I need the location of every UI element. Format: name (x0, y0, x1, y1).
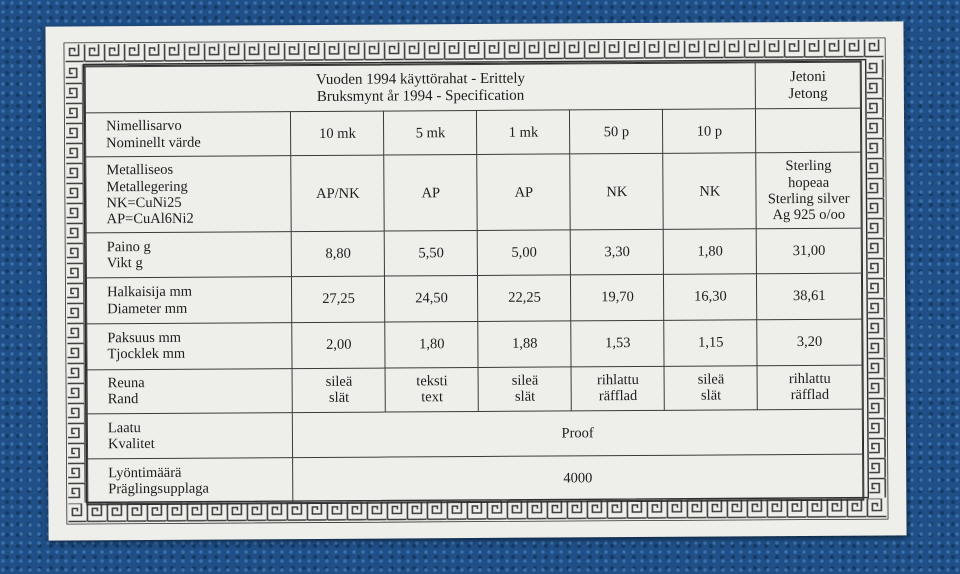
title-swedish: Bruksmynt år 1994 - Specification (316, 87, 525, 105)
token-cell: 31,00 (757, 229, 862, 275)
table-cell: sileä slät (292, 368, 385, 413)
table-title (85, 63, 756, 113)
table-cell: sileä slät (478, 367, 571, 412)
table-cell: teksti text (385, 367, 478, 412)
table-cell: 1,80 (385, 321, 478, 368)
column-header-token (756, 108, 861, 153)
weight-row (86, 229, 861, 279)
table-cell: 5,00 (478, 230, 571, 276)
token-cell: 38,61 (757, 274, 862, 320)
title-finnish: Vuoden 1994 käyttörahat - Erittely (315, 70, 526, 88)
greek-key-border (64, 37, 889, 524)
table-cell: sileä slät (664, 365, 757, 410)
table-cell: 5,50 (385, 231, 478, 277)
table-title-row (85, 62, 860, 113)
table-cell: 1,88 (478, 320, 571, 367)
nominal-value-row (85, 108, 860, 157)
token-header-finnish: Jetoni (789, 68, 826, 85)
row-label: Paksuus mm Tjocklek mm (87, 322, 293, 369)
quality-row (87, 409, 862, 459)
mintage-value: 4000 (293, 454, 863, 503)
table-cell: 16,30 (664, 274, 757, 320)
column-header-5mk: 5 mk (384, 111, 477, 156)
table-cell: AP (477, 154, 570, 231)
row-label: Reuna Rand (87, 368, 293, 413)
spec-table-container (84, 61, 865, 506)
table-cell: 8,80 (292, 231, 385, 277)
row-label: Paino g Vikt g (86, 232, 292, 278)
token-cell: 3,20 (757, 319, 862, 366)
token-cell: rihlattu räfflad (757, 365, 862, 410)
column-header-10p: 10 p (663, 109, 756, 154)
specification-card (45, 21, 906, 540)
token-header-swedish: Jetong (788, 85, 828, 102)
diameter-row (86, 274, 861, 324)
table-cell: 19,70 (571, 275, 664, 321)
token-cell: Sterling hopeaa Sterling silver Ag 925 o/oo (756, 152, 861, 229)
table-cell: 1,15 (664, 319, 757, 366)
table-cell: AP (384, 155, 477, 232)
table-cell: NK (663, 153, 756, 230)
token-header (756, 62, 861, 109)
table-cell: 1,80 (664, 229, 757, 275)
thickness-row (87, 319, 862, 370)
row-label: Nimellisarvo Nominellt värde (85, 112, 291, 157)
metal-alloy-row (86, 152, 861, 233)
spec-table (85, 62, 864, 505)
column-header-1mk: 1 mk (477, 110, 570, 155)
row-label: Laatu Kvalitet (87, 412, 293, 458)
table-cell: rihlattu räfflad (571, 366, 664, 411)
column-header-50p: 50 p (570, 109, 663, 154)
table-cell: 2,00 (292, 322, 385, 369)
table-cell: 3,30 (571, 230, 664, 276)
table-cell: 27,25 (292, 277, 385, 323)
column-header-10mk: 10 mk (291, 111, 384, 156)
table-cell: 24,50 (385, 276, 478, 322)
table-cell: 1,53 (571, 320, 664, 367)
row-label: Metalliseos Metallegering NK=CuNi25 AP=CuAl6Ni2 (86, 156, 292, 233)
table-cell: AP/NK (291, 155, 384, 232)
table-cell: 22,25 (478, 275, 571, 321)
table-cell: NK (570, 154, 663, 231)
row-label: Lyöntimäärä Präglingsupplaga (88, 457, 294, 503)
edge-row (87, 365, 862, 414)
quality-value: Proof (293, 409, 863, 458)
mintage-row (88, 454, 863, 504)
row-label: Halkaisija mm Diameter mm (86, 277, 292, 323)
